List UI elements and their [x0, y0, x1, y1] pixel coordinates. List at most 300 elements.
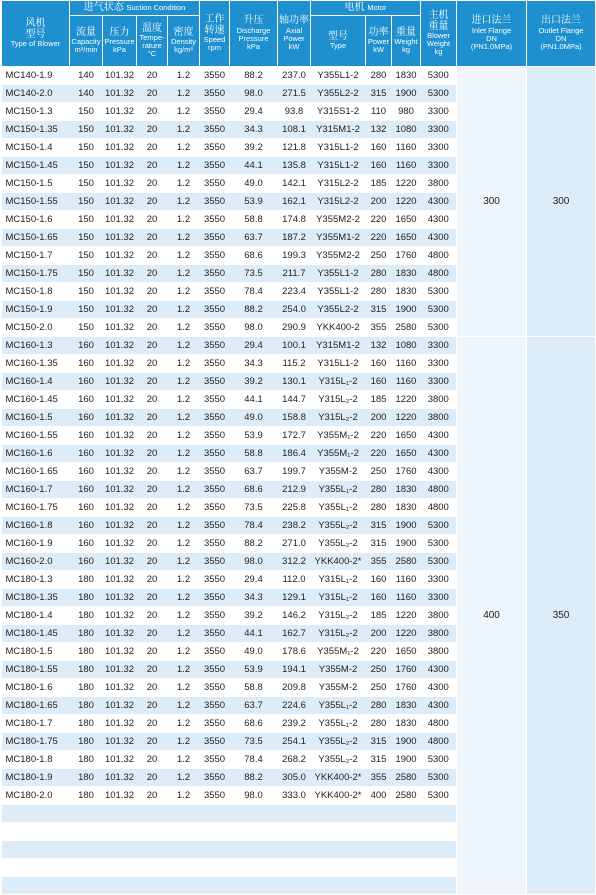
cell-motor-power: 220 — [366, 643, 392, 661]
cell-blower-weight: 5300 — [421, 751, 457, 769]
cell-speed: 3550 — [200, 355, 230, 373]
cell-temperature: 20 — [137, 715, 168, 733]
cell-pressure: 101.32 — [103, 445, 137, 463]
table-header — [2, 1, 596, 67]
cell-motor-power: 250 — [366, 661, 392, 679]
cell-capacity: 180 — [70, 625, 103, 643]
cell-discharge-pressure: 88.2 — [230, 67, 278, 85]
cell-pressure: 101.32 — [103, 139, 137, 157]
cell-capacity: 180 — [70, 769, 103, 787]
cell-speed: 3550 — [200, 643, 230, 661]
cell-motor-type: Y355L2-2 — [311, 85, 366, 103]
cell-blower-weight: 5300 — [421, 535, 457, 553]
cell-axial-power: 305.0 — [278, 769, 311, 787]
cell-axial-power: 224.6 — [278, 697, 311, 715]
cell-pressure — [103, 877, 137, 895]
cell-temperature: 20 — [137, 427, 168, 445]
cell-pressure — [103, 859, 137, 877]
cell-blower-weight: 4300 — [421, 697, 457, 715]
cell-temperature: 20 — [137, 571, 168, 589]
cell-motor-type: Y315L₂-2 — [311, 607, 366, 625]
cell-blower-weight: 3800 — [421, 643, 457, 661]
cell-motor-power: 185 — [366, 175, 392, 193]
cell-axial-power: 225.8 — [278, 499, 311, 517]
cell-pressure: 101.32 — [103, 409, 137, 427]
cell-blower-type: MC180-1.9 — [2, 769, 70, 787]
cell-blower-type: MC150-1.65 — [2, 229, 70, 247]
cell-density: 1.2 — [168, 607, 200, 625]
cell-speed: 3550 — [200, 787, 230, 805]
cell-motor-type — [311, 877, 366, 895]
cell-discharge-pressure: 98.0 — [230, 553, 278, 571]
header-speed: 工作 转速 Speed rpm — [200, 1, 230, 67]
cell-motor-type: Y355M2-2 — [311, 247, 366, 265]
cell-pressure: 101.32 — [103, 625, 137, 643]
cell-temperature: 20 — [137, 301, 168, 319]
cell-blower-weight: 4800 — [421, 733, 457, 751]
cell-temperature: 20 — [137, 193, 168, 211]
cell-motor-weight: 1830 — [392, 67, 421, 85]
cell-blower-weight: 5300 — [421, 283, 457, 301]
cell-motor-power: 220 — [366, 445, 392, 463]
cell-blower-weight: 4300 — [421, 193, 457, 211]
cell-axial-power: 115.2 — [278, 355, 311, 373]
cell-speed: 3550 — [200, 607, 230, 625]
cell-axial-power: 93.8 — [278, 103, 311, 121]
cell-blower-type: MC150-1.4 — [2, 139, 70, 157]
cell-capacity: 160 — [70, 373, 103, 391]
cell-discharge-pressure: 34.3 — [230, 355, 278, 373]
cell-blower-type: MC180-1.7 — [2, 715, 70, 733]
cell-blower-type: MC150-1.6 — [2, 211, 70, 229]
cell-speed: 3550 — [200, 283, 230, 301]
cell-pressure: 101.32 — [103, 373, 137, 391]
cell-blower-weight — [421, 877, 457, 895]
cell-speed — [200, 877, 230, 895]
cell-motor-power: 355 — [366, 553, 392, 571]
cell-pressure: 101.32 — [103, 553, 137, 571]
cell-blower-type: MC180-1.6 — [2, 679, 70, 697]
cell-motor-power: 315 — [366, 517, 392, 535]
cell-blower-type: MC150-1.8 — [2, 283, 70, 301]
cell-discharge-pressure: 49.0 — [230, 175, 278, 193]
cell-blower-weight: 3800 — [421, 391, 457, 409]
cell-blower-type: MC160-1.65 — [2, 463, 70, 481]
cell-motor-weight: 1830 — [392, 481, 421, 499]
cell-axial-power: 172.7 — [278, 427, 311, 445]
cell-temperature: 20 — [137, 355, 168, 373]
cell-motor-power: 132 — [366, 121, 392, 139]
cell-temperature: 20 — [137, 463, 168, 481]
header-motor: 电机 Motor — [311, 1, 421, 16]
cell-motor-type: Y355L₁-2 — [311, 697, 366, 715]
cell-discharge-pressure — [230, 841, 278, 859]
cell-motor-type: Y355M₁-2 — [311, 643, 366, 661]
cell-blower-weight: 3800 — [421, 625, 457, 643]
cell-speed: 3550 — [200, 265, 230, 283]
cell-blower-weight: 4800 — [421, 481, 457, 499]
cell-pressure: 101.32 — [103, 391, 137, 409]
header-suction-condition: 进气状态 Suction Condition — [70, 1, 200, 16]
cell-blower-weight: 3300 — [421, 355, 457, 373]
cell-density: 1.2 — [168, 301, 200, 319]
cell-speed: 3550 — [200, 589, 230, 607]
cell-axial-power: 129.1 — [278, 589, 311, 607]
cell-axial-power: 254.0 — [278, 301, 311, 319]
cell-blower-weight: 5300 — [421, 553, 457, 571]
cell-temperature: 20 — [137, 319, 168, 337]
cell-capacity: 160 — [70, 355, 103, 373]
cell-blower-type: MC180-1.75 — [2, 733, 70, 751]
cell-density: 1.2 — [168, 769, 200, 787]
cell-discharge-pressure: 39.2 — [230, 607, 278, 625]
cell-blower-weight: 5300 — [421, 301, 457, 319]
cell-blower-weight: 4800 — [421, 265, 457, 283]
cell-axial-power: 223.4 — [278, 283, 311, 301]
cell-blower-type: MC160-1.4 — [2, 373, 70, 391]
cell-capacity: 140 — [70, 67, 103, 85]
cell-speed: 3550 — [200, 247, 230, 265]
cell-discharge-pressure: 98.0 — [230, 787, 278, 805]
cell-speed: 3550 — [200, 535, 230, 553]
cell-blower-weight: 4800 — [421, 247, 457, 265]
cell-discharge-pressure: 44.1 — [230, 157, 278, 175]
table-row — [2, 67, 596, 85]
cell-axial-power: 186.4 — [278, 445, 311, 463]
cell-blower-type: MC160-1.7 — [2, 481, 70, 499]
cell-motor-weight: 1650 — [392, 211, 421, 229]
cell-blower-weight: 4300 — [421, 229, 457, 247]
cell-motor-type: Y315L1-2 — [311, 139, 366, 157]
cell-density: 1.2 — [168, 625, 200, 643]
header-motor-power: 功率 Power kW — [366, 16, 392, 67]
cell-speed: 3550 — [200, 211, 230, 229]
cell-blower-weight: 5300 — [421, 67, 457, 85]
cell-temperature: 20 — [137, 733, 168, 751]
cell-discharge-pressure: 98.0 — [230, 319, 278, 337]
cell-pressure: 101.32 — [103, 247, 137, 265]
cell-capacity: 150 — [70, 157, 103, 175]
cell-motor-power: 160 — [366, 589, 392, 607]
cell-discharge-pressure: 39.2 — [230, 139, 278, 157]
cell-speed: 3550 — [200, 517, 230, 535]
cell-discharge-pressure: 49.0 — [230, 643, 278, 661]
cell-motor-weight: 2580 — [392, 787, 421, 805]
blower-spec-table — [1, 0, 596, 895]
cell-temperature: 20 — [137, 589, 168, 607]
cell-motor-power: 220 — [366, 211, 392, 229]
cell-capacity: 160 — [70, 391, 103, 409]
cell-motor-power: 280 — [366, 481, 392, 499]
cell-density: 1.2 — [168, 535, 200, 553]
cell-axial-power: 146.2 — [278, 607, 311, 625]
cell-discharge-pressure: 63.7 — [230, 697, 278, 715]
cell-axial-power: 333.0 — [278, 787, 311, 805]
cell-motor-power — [366, 841, 392, 859]
cell-temperature: 20 — [137, 445, 168, 463]
cell-discharge-pressure — [230, 859, 278, 877]
header-density: 密度 Density kg/m³ — [168, 16, 200, 67]
cell-temperature: 20 — [137, 265, 168, 283]
cell-motor-type: Y315L1-2 — [311, 157, 366, 175]
cell-blower-type — [2, 841, 70, 859]
cell-motor-weight: 1160 — [392, 355, 421, 373]
cell-blower-type: MC160-1.75 — [2, 499, 70, 517]
cell-motor-weight: 1900 — [392, 85, 421, 103]
cell-axial-power: 211.7 — [278, 265, 311, 283]
cell-blower-type: MC160-1.3 — [2, 337, 70, 355]
cell-temperature: 20 — [137, 409, 168, 427]
cell-blower-type: MC150-2.0 — [2, 319, 70, 337]
cell-speed: 3550 — [200, 409, 230, 427]
cell-axial-power: 187.2 — [278, 229, 311, 247]
cell-capacity: 160 — [70, 409, 103, 427]
cell-pressure: 101.32 — [103, 697, 137, 715]
cell-speed: 3550 — [200, 67, 230, 85]
cell-motor-power — [366, 877, 392, 895]
cell-motor-type: Y315L1-2 — [311, 355, 366, 373]
cell-capacity: 160 — [70, 499, 103, 517]
cell-density: 1.2 — [168, 337, 200, 355]
cell-density: 1.2 — [168, 517, 200, 535]
cell-discharge-pressure: 73.5 — [230, 499, 278, 517]
cell-speed: 3550 — [200, 625, 230, 643]
cell-density: 1.2 — [168, 121, 200, 139]
cell-blower-type: MC150-1.45 — [2, 157, 70, 175]
cell-capacity: 150 — [70, 139, 103, 157]
cell-density: 1.2 — [168, 175, 200, 193]
cell-pressure: 101.32 — [103, 517, 137, 535]
cell-motor-power: 280 — [366, 715, 392, 733]
cell-blower-type: MC150-1.9 — [2, 301, 70, 319]
cell-blower-type: MC180-1.8 — [2, 751, 70, 769]
cell-capacity: 180 — [70, 571, 103, 589]
cell-pressure: 101.32 — [103, 121, 137, 139]
cell-motor-type — [311, 805, 366, 823]
cell-discharge-pressure: 78.4 — [230, 751, 278, 769]
cell-axial-power: 268.2 — [278, 751, 311, 769]
cell-pressure: 101.32 — [103, 751, 137, 769]
cell-density: 1.2 — [168, 283, 200, 301]
cell-outlet-flange: 350 — [527, 337, 596, 895]
cell-pressure: 101.32 — [103, 175, 137, 193]
cell-pressure: 101.32 — [103, 427, 137, 445]
cell-speed: 3550 — [200, 751, 230, 769]
cell-inlet-flange: 300 — [457, 67, 527, 337]
cell-axial-power — [278, 877, 311, 895]
cell-density — [168, 805, 200, 823]
cell-discharge-pressure — [230, 877, 278, 895]
cell-density: 1.2 — [168, 661, 200, 679]
cell-motor-power: 280 — [366, 67, 392, 85]
cell-axial-power: 209.8 — [278, 679, 311, 697]
cell-axial-power: 135.8 — [278, 157, 311, 175]
cell-blower-type: MC140-2.0 — [2, 85, 70, 103]
cell-motor-power — [366, 805, 392, 823]
cell-temperature: 20 — [137, 85, 168, 103]
cell-motor-weight: 2580 — [392, 553, 421, 571]
cell-axial-power: 108.1 — [278, 121, 311, 139]
cell-motor-weight: 1650 — [392, 445, 421, 463]
cell-outlet-flange: 300 — [527, 67, 596, 337]
cell-discharge-pressure: 68.6 — [230, 481, 278, 499]
cell-blower-type: MC180-1.55 — [2, 661, 70, 679]
cell-discharge-pressure: 53.9 — [230, 427, 278, 445]
cell-speed: 3550 — [200, 193, 230, 211]
cell-blower-weight: 4800 — [421, 715, 457, 733]
cell-temperature: 20 — [137, 643, 168, 661]
cell-density: 1.2 — [168, 85, 200, 103]
cell-discharge-pressure: 78.4 — [230, 283, 278, 301]
cell-temperature: 20 — [137, 373, 168, 391]
cell-blower-weight: 3300 — [421, 103, 457, 121]
cell-blower-type: MC160-1.6 — [2, 445, 70, 463]
cell-speed: 3550 — [200, 481, 230, 499]
cell-motor-power: 200 — [366, 193, 392, 211]
cell-motor-type: Y315L2-2 — [311, 175, 366, 193]
cell-motor-power: 400 — [366, 787, 392, 805]
cell-axial-power: 237.0 — [278, 67, 311, 85]
cell-discharge-pressure: 78.4 — [230, 517, 278, 535]
cell-discharge-pressure: 58.8 — [230, 679, 278, 697]
cell-discharge-pressure: 29.4 — [230, 337, 278, 355]
cell-blower-weight: 5300 — [421, 769, 457, 787]
cell-pressure: 101.32 — [103, 481, 137, 499]
cell-speed: 3550 — [200, 715, 230, 733]
cell-blower-type: MC180-1.5 — [2, 643, 70, 661]
cell-blower-type: MC160-1.9 — [2, 535, 70, 553]
cell-discharge-pressure: 63.7 — [230, 229, 278, 247]
cell-capacity: 160 — [70, 553, 103, 571]
cell-pressure: 101.32 — [103, 535, 137, 553]
cell-density: 1.2 — [168, 445, 200, 463]
cell-motor-weight: 1080 — [392, 121, 421, 139]
cell-temperature: 20 — [137, 607, 168, 625]
cell-density: 1.2 — [168, 373, 200, 391]
cell-axial-power: 238.2 — [278, 517, 311, 535]
cell-motor-weight: 1830 — [392, 499, 421, 517]
cell-motor-weight: 1650 — [392, 427, 421, 445]
cell-blower-type: MC160-2.0 — [2, 553, 70, 571]
cell-speed: 3550 — [200, 769, 230, 787]
cell-capacity — [70, 841, 103, 859]
cell-capacity: 150 — [70, 283, 103, 301]
cell-axial-power: 158.8 — [278, 409, 311, 427]
cell-blower-weight: 5300 — [421, 787, 457, 805]
cell-speed — [200, 805, 230, 823]
cell-blower-type: MC150-1.3 — [2, 103, 70, 121]
cell-blower-weight: 4300 — [421, 427, 457, 445]
cell-pressure: 101.32 — [103, 211, 137, 229]
cell-discharge-pressure: 88.2 — [230, 769, 278, 787]
cell-capacity: 160 — [70, 535, 103, 553]
cell-capacity: 180 — [70, 643, 103, 661]
cell-motor-power: 280 — [366, 499, 392, 517]
table-body — [2, 67, 596, 895]
cell-speed: 3550 — [200, 733, 230, 751]
cell-capacity: 150 — [70, 229, 103, 247]
cell-capacity: 180 — [70, 787, 103, 805]
cell-motor-weight: 2580 — [392, 319, 421, 337]
cell-discharge-pressure: 29.4 — [230, 571, 278, 589]
cell-pressure: 101.32 — [103, 607, 137, 625]
header-motor-weight: 重量 Weight kg — [392, 16, 421, 67]
cell-motor-weight — [392, 859, 421, 877]
cell-temperature: 20 — [137, 481, 168, 499]
cell-temperature: 20 — [137, 121, 168, 139]
cell-temperature: 20 — [137, 175, 168, 193]
cell-temperature: 20 — [137, 229, 168, 247]
cell-motor-weight: 980 — [392, 103, 421, 121]
cell-capacity: 150 — [70, 103, 103, 121]
cell-axial-power: 271.5 — [278, 85, 311, 103]
cell-density — [168, 877, 200, 895]
cell-density: 1.2 — [168, 103, 200, 121]
cell-speed: 3550 — [200, 175, 230, 193]
cell-blower-type: MC180-1.3 — [2, 571, 70, 589]
cell-axial-power: 212.9 — [278, 481, 311, 499]
cell-motor-type: YKK400-2* — [311, 787, 366, 805]
cell-motor-type: Y355M₁-2 — [311, 445, 366, 463]
cell-pressure: 101.32 — [103, 193, 137, 211]
cell-motor-weight: 1220 — [392, 607, 421, 625]
cell-capacity: 180 — [70, 733, 103, 751]
cell-motor-power: 315 — [366, 733, 392, 751]
cell-motor-power: 315 — [366, 751, 392, 769]
cell-blower-type: MC180-1.4 — [2, 607, 70, 625]
cell-blower-weight: 4300 — [421, 661, 457, 679]
cell-temperature: 20 — [137, 157, 168, 175]
cell-pressure: 101.32 — [103, 499, 137, 517]
cell-motor-type: YKK400-2* — [311, 553, 366, 571]
cell-blower-type: MC180-1.35 — [2, 589, 70, 607]
cell-pressure: 101.32 — [103, 571, 137, 589]
cell-discharge-pressure: 49.0 — [230, 409, 278, 427]
cell-capacity: 180 — [70, 589, 103, 607]
cell-motor-power: 315 — [366, 301, 392, 319]
cell-temperature: 20 — [137, 247, 168, 265]
header-inlet-flange: 进口法兰 Inlet Flange DN (PN1.0MPa) — [457, 1, 527, 67]
cell-motor-weight: 1220 — [392, 193, 421, 211]
cell-temperature — [137, 841, 168, 859]
cell-discharge-pressure: 39.2 — [230, 373, 278, 391]
cell-motor-type: Y355M₁-2 — [311, 427, 366, 445]
cell-capacity: 180 — [70, 607, 103, 625]
cell-blower-type: MC150-1.35 — [2, 121, 70, 139]
cell-capacity — [70, 877, 103, 895]
cell-discharge-pressure: 68.6 — [230, 715, 278, 733]
cell-speed: 3550 — [200, 697, 230, 715]
cell-motor-type: Y355L₁-2 — [311, 481, 366, 499]
cell-speed: 3550 — [200, 391, 230, 409]
cell-motor-weight: 1160 — [392, 571, 421, 589]
cell-blower-weight: 5300 — [421, 517, 457, 535]
cell-temperature: 20 — [137, 787, 168, 805]
cell-blower-weight: 4300 — [421, 211, 457, 229]
cell-blower-weight: 3300 — [421, 337, 457, 355]
cell-motor-type: Y315L₁-2 — [311, 589, 366, 607]
cell-pressure: 101.32 — [103, 67, 137, 85]
cell-capacity — [70, 859, 103, 877]
cell-blower-type — [2, 859, 70, 877]
cell-axial-power: 312.2 — [278, 553, 311, 571]
cell-motor-type: YKK400-2* — [311, 769, 366, 787]
header-pressure: 压力 Pressure kPa — [103, 16, 137, 67]
cell-speed: 3550 — [200, 679, 230, 697]
cell-motor-power: 160 — [366, 373, 392, 391]
cell-motor-power: 200 — [366, 625, 392, 643]
cell-blower-weight: 3300 — [421, 571, 457, 589]
